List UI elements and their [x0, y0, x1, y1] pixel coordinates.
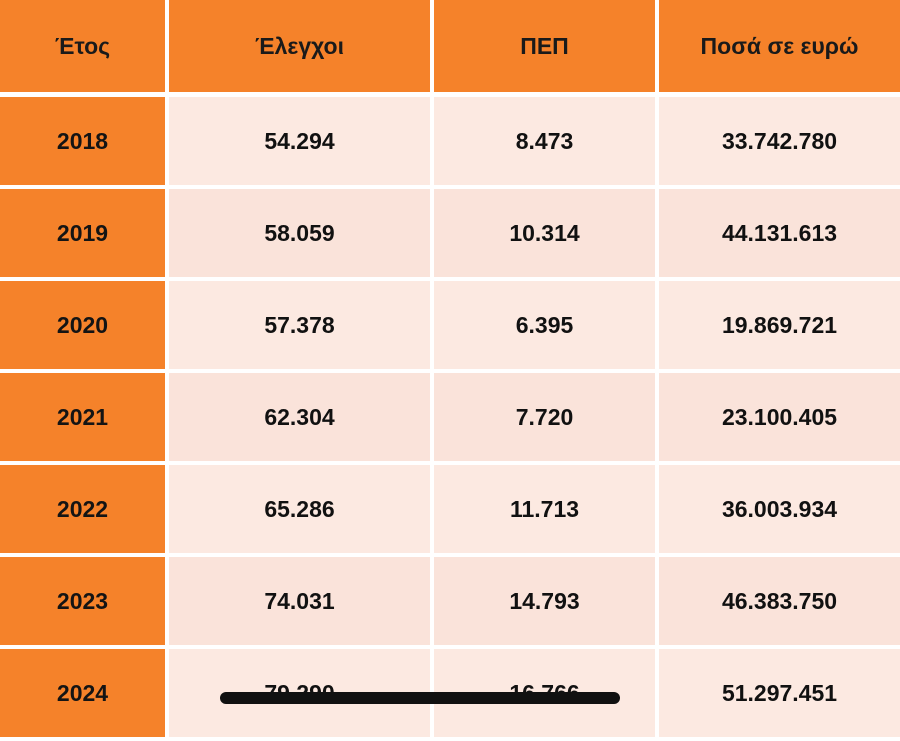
column-header-checks: Έλεγχοι: [167, 0, 432, 95]
cell-amount: 46.383.750: [657, 555, 900, 647]
cell-amount: 23.100.405: [657, 371, 900, 463]
cell-amount: 44.131.613: [657, 187, 900, 279]
cell-year: 2020: [0, 279, 167, 371]
cell-checks: 62.304: [167, 371, 432, 463]
cell-amount: 19.869.721: [657, 279, 900, 371]
cell-checks: 74.031: [167, 555, 432, 647]
column-header-pep: ΠΕΠ: [432, 0, 657, 95]
cell-year: 2021: [0, 371, 167, 463]
table-row: [0, 555, 900, 647]
cell-year: 2023: [0, 555, 167, 647]
cell-pep: 6.395: [432, 279, 657, 371]
cell-amount: 51.297.451: [657, 647, 900, 739]
table-row: [0, 187, 900, 279]
column-header-year: Έτος: [0, 0, 167, 95]
cell-amount: 36.003.934: [657, 463, 900, 555]
cell-amount: 33.742.780: [657, 95, 900, 188]
cell-year: 2018: [0, 95, 167, 188]
cell-pep: 8.473: [432, 95, 657, 188]
cell-pep: 14.793: [432, 555, 657, 647]
cell-pep: 10.314: [432, 187, 657, 279]
cell-year: 2022: [0, 463, 167, 555]
table-row: [0, 463, 900, 555]
cell-checks: 57.378: [167, 279, 432, 371]
cell-pep: 11.713: [432, 463, 657, 555]
column-header-amounts: Ποσά σε ευρώ: [657, 0, 900, 95]
table-row: [0, 95, 900, 188]
table-row: [0, 371, 900, 463]
cell-checks: 54.294: [167, 95, 432, 188]
table-body: [0, 95, 900, 740]
horizontal-scrollbar[interactable]: [220, 692, 620, 704]
cell-year: 2019: [0, 187, 167, 279]
header-row: [0, 0, 900, 95]
table-header: [0, 0, 900, 95]
cell-checks: 58.059: [167, 187, 432, 279]
cell-year: 2024: [0, 647, 167, 739]
table-row: [0, 279, 900, 371]
cell-pep: 7.720: [432, 371, 657, 463]
cell-checks: 65.286: [167, 463, 432, 555]
